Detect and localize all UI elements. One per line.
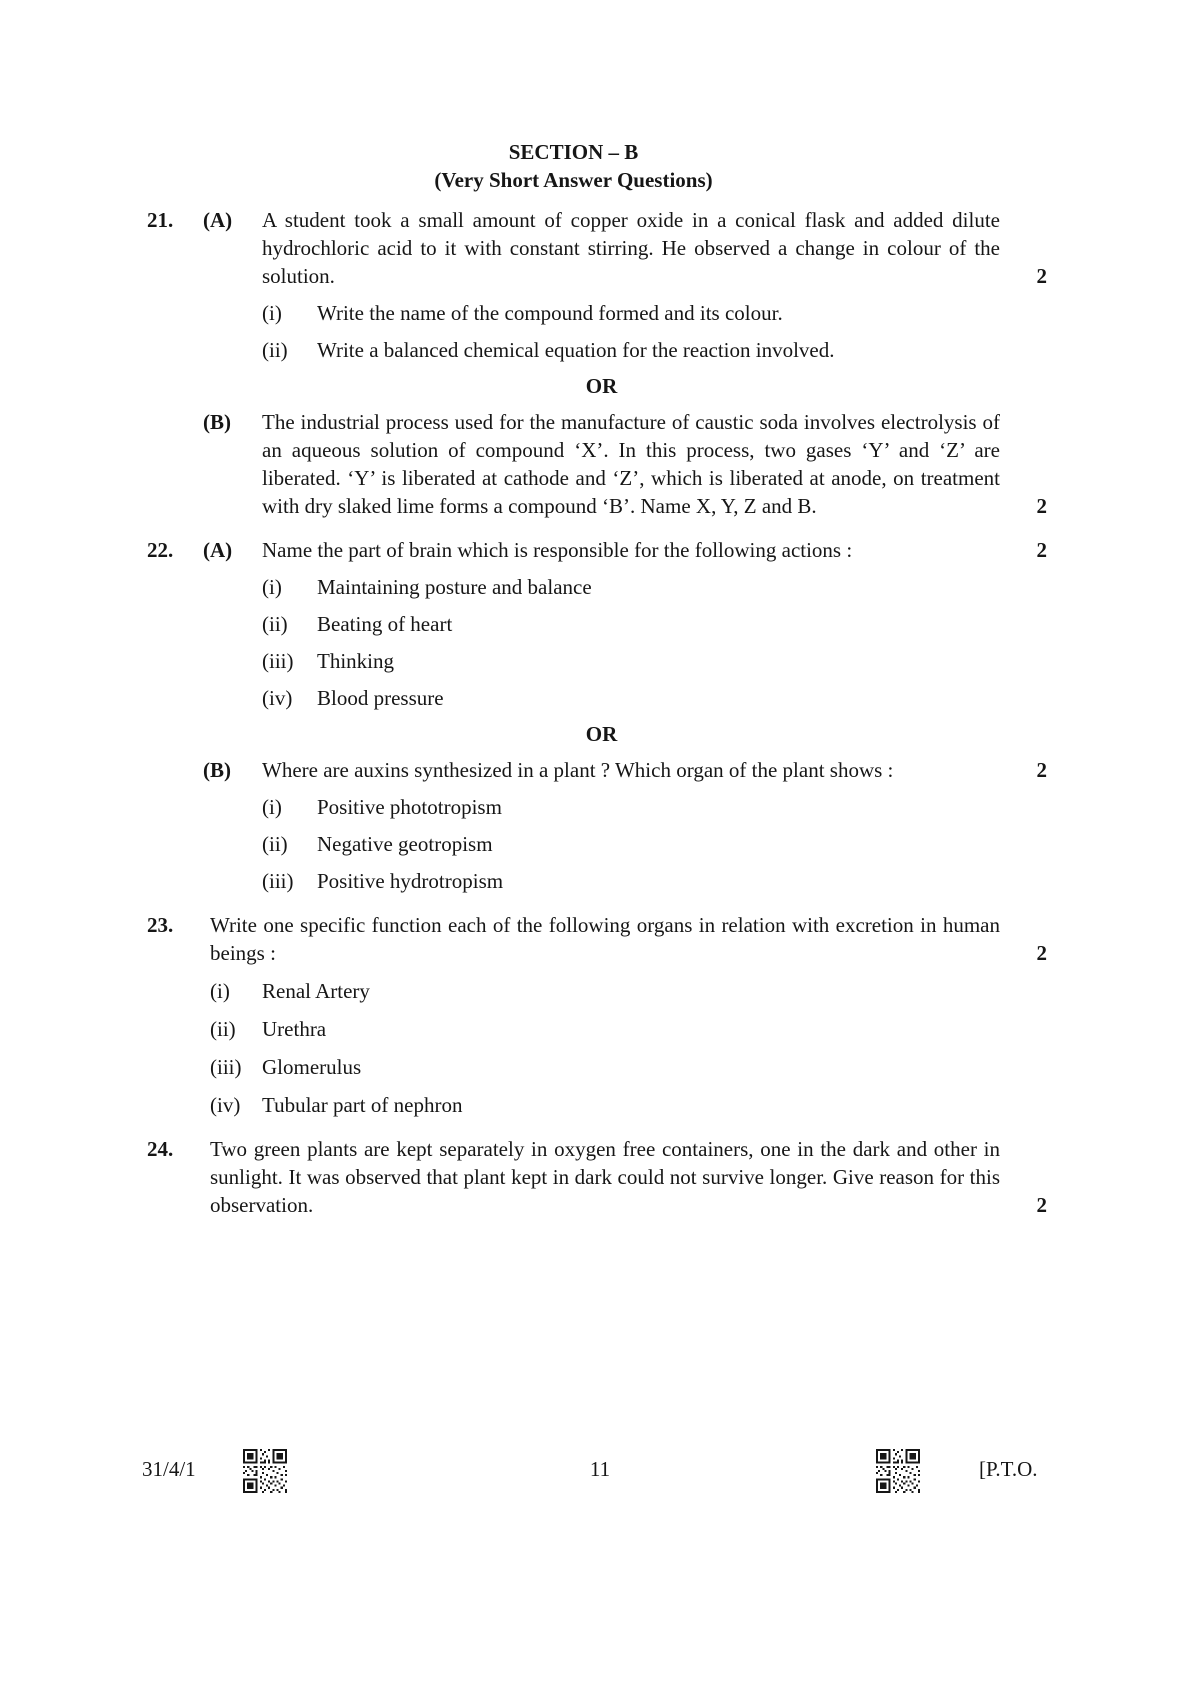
sub-item bbox=[262, 830, 1000, 858]
sub-item bbox=[262, 867, 1000, 895]
sub-item-text: Tubular part of nephron bbox=[262, 1093, 463, 1117]
marks-value: 2 bbox=[1036, 494, 1047, 518]
sub-item bbox=[210, 1015, 1000, 1043]
sub-item-numeral: (iv) bbox=[262, 686, 293, 710]
sub-item bbox=[262, 573, 1000, 601]
or-separator: OR bbox=[585, 722, 618, 746]
sub-item bbox=[262, 647, 1000, 675]
part-label: (A) bbox=[203, 208, 233, 232]
sub-item bbox=[262, 336, 1000, 364]
marks-value: 2 bbox=[1036, 1193, 1047, 1217]
sub-item-text: Thinking bbox=[317, 649, 394, 673]
question-body bbox=[210, 1135, 1047, 1219]
question-body bbox=[210, 911, 1047, 1119]
sub-item bbox=[210, 977, 1000, 1005]
sub-item-text: Maintaining posture and balance bbox=[317, 575, 592, 599]
marks-value: 2 bbox=[1036, 941, 1047, 965]
question-21-part-a bbox=[203, 206, 1047, 364]
sub-item-text: Write the name of the compound formed and its colour. bbox=[317, 301, 783, 325]
question-text-block bbox=[262, 756, 1047, 784]
marks-value: 2 bbox=[1036, 758, 1047, 782]
sub-item bbox=[262, 299, 1000, 327]
sub-item-numeral: (iii) bbox=[262, 649, 294, 673]
question-text: Write one specific function each of the following organs in relation with excretion in human beings : bbox=[210, 913, 1000, 965]
question-number: 24. bbox=[147, 1137, 174, 1161]
sub-item-text: Glomerulus bbox=[262, 1055, 362, 1079]
sub-item-numeral: (iv) bbox=[210, 1093, 241, 1117]
question-text-block bbox=[262, 536, 1047, 564]
question-text-block bbox=[210, 1135, 1047, 1219]
question-text: The industrial process used for the manufacture of caustic soda involves electrolysis of an aqueous solution of compound ‘X’. In this process, two gases ‘Y’ and ‘Z’ are liberated. ‘Y’ is liberated at cathode and ‘Z’, which is liberated at anode, on treatment with dry slaked lime forms a compound ‘B’. Name X, Y, Z and B. bbox=[262, 410, 1000, 518]
sub-item-text: Negative geotropism bbox=[317, 832, 493, 856]
sub-item-numeral: (ii) bbox=[262, 612, 288, 636]
question-text-block bbox=[210, 911, 1047, 967]
sub-item-numeral: (ii) bbox=[210, 1017, 236, 1041]
sub-item-text: Renal Artery bbox=[262, 979, 370, 1003]
sub-item-text: Positive hydrotropism bbox=[317, 869, 504, 893]
sub-item-numeral: (iii) bbox=[262, 869, 294, 893]
qr-code-icon bbox=[876, 1449, 920, 1493]
sub-item-text: Beating of heart bbox=[317, 612, 453, 636]
paper-code: 31/4/1 bbox=[142, 1457, 196, 1481]
or-separator: OR bbox=[585, 374, 618, 398]
sub-item-numeral: (ii) bbox=[262, 338, 288, 362]
sub-item-numeral: (i) bbox=[262, 795, 282, 819]
question-24 bbox=[147, 1135, 1047, 1219]
question-text: Name the part of brain which is responsible for the following actions : bbox=[262, 538, 853, 562]
part-label: (B) bbox=[203, 758, 231, 782]
sub-item-text: Urethra bbox=[262, 1017, 327, 1041]
question-21-part-b bbox=[203, 408, 1047, 520]
sub-item-text: Positive phototropism bbox=[317, 795, 502, 819]
question-number: 23. bbox=[147, 913, 174, 937]
sub-item bbox=[262, 610, 1000, 638]
marks-value: 2 bbox=[1036, 538, 1047, 562]
page-content bbox=[147, 138, 1047, 1219]
qr-code-icon bbox=[243, 1449, 287, 1493]
sub-item-numeral: (i) bbox=[262, 301, 282, 325]
question-text: Two green plants are kept separately in oxygen free containers, one in the dark and other in sunlight. It was observed that plant kept in dark could not survive longer. Give reason for this observation. bbox=[210, 1137, 1000, 1217]
sub-item-numeral: (i) bbox=[262, 575, 282, 599]
marks-value: 2 bbox=[1036, 264, 1047, 288]
sub-item bbox=[262, 793, 1000, 821]
question-text-block bbox=[262, 206, 1047, 290]
sub-item-numeral: (iii) bbox=[210, 1055, 242, 1079]
pto-label: [P.T.O. bbox=[979, 1457, 1038, 1481]
question-text-block bbox=[262, 408, 1047, 520]
section-subtitle: (Very Short Answer Questions) bbox=[434, 168, 713, 192]
question-number: 22. bbox=[147, 538, 174, 562]
sub-item-numeral: (i) bbox=[210, 979, 230, 1003]
section-title: SECTION – B bbox=[508, 140, 639, 164]
question-text: A student took a small amount of copper oxide in a conical flask and added dilute hydrochloric acid to it with constant stirring. He observed a change in colour of the solution. bbox=[262, 208, 1000, 288]
part-label: (A) bbox=[203, 538, 233, 562]
sub-item-text: Write a balanced chemical equation for the reaction involved. bbox=[317, 338, 835, 362]
sub-item bbox=[210, 1091, 1000, 1119]
question-22-part-a bbox=[203, 536, 1047, 712]
part-label: (B) bbox=[203, 410, 231, 434]
question-text: Where are auxins synthesized in a plant ? Which organ of the plant shows : bbox=[262, 758, 894, 782]
section-header bbox=[147, 138, 1000, 194]
sub-item-numeral: (ii) bbox=[262, 832, 288, 856]
question-number: 21. bbox=[147, 208, 174, 232]
question-22 bbox=[147, 536, 1047, 895]
question-23 bbox=[147, 911, 1047, 1119]
sub-item bbox=[262, 684, 1000, 712]
question-22-part-b bbox=[203, 756, 1047, 895]
page-number: 11 bbox=[589, 1457, 611, 1481]
sub-item-text: Blood pressure bbox=[317, 686, 444, 710]
question-21 bbox=[147, 206, 1047, 520]
sub-item bbox=[210, 1053, 1000, 1081]
